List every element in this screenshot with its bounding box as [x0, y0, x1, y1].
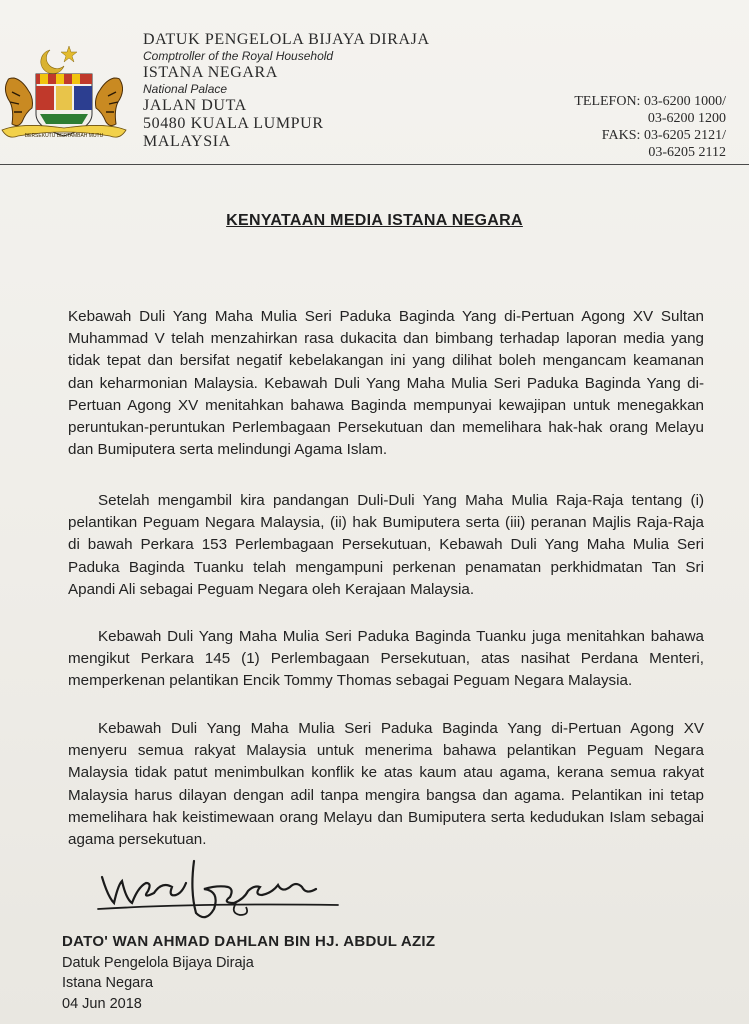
letterhead-address: [143, 31, 430, 151]
address-line-1: JALAN DUTA: [143, 97, 247, 114]
address-line-3: MALAYSIA: [143, 133, 231, 150]
signature-block: [62, 932, 435, 1014]
letterhead-contact: [574, 93, 726, 161]
signatory-name: DATO' WAN AHMAD DAHLAN BIN HJ. ABDUL AZIZ: [62, 933, 436, 950]
signatory-position: Datuk Pengelola Bijaya Diraja: [62, 954, 254, 971]
office-name-malay: DATUK PENGELOLA BIJAYA DIRAJA: [143, 31, 430, 48]
paragraph-3: Kebawah Duli Yang Maha Mulia Seri Paduka Baginda Tuanku juga menitahkan bahawa mengikut Perkara 145 (1) Perlembagaan Persekutuan, atas nasihat Perdana Menteri, memperkenan pelantikan Encik Tommy Thomas sebagai Peguam Negara Malaysia.: [68, 628, 704, 690]
crest-motto: BERSEKUTU BERTAMBAH MUTU: [24, 133, 104, 139]
fax-line-2: 03-6205 2112: [648, 145, 726, 160]
coat-of-arms-icon: [0, 40, 128, 150]
signatory-office: Istana Negara: [62, 975, 154, 991]
phone-line-1: TELEFON: 03-6200 1000/: [574, 94, 726, 109]
letterhead-divider: [0, 164, 749, 165]
palace-name-english: National Palace: [143, 82, 228, 96]
phone-line-2: 03-6200 1200: [647, 111, 726, 126]
statement-title-text: KENYATAAN MEDIA ISTANA NEGARA: [226, 212, 523, 229]
paragraph-2: Setelah mengambil kira pandangan Duli-Duli Yang Maha Mulia Raja-Raja tentang (i) pelantikan Peguam Negara Malaysia, (ii) hak Bumiputera serta (iii) peranan Majlis Raja-Raja di bawah Perkara 153 Perlembagaan Persekutuan, Kebawah Duli Yang Maha Mulia Seri Paduka Baginda Tuanku telah mengampuni perkenan penamatan perkhidmatan Tan Sri Apandi Ali sebagai Peguam Negara oleh Kerajaan Malaysia.: [68, 492, 704, 598]
paragraph-4: Kebawah Duli Yang Maha Mulia Seri Paduka Baginda Yang di-Pertuan Agong XV menyeru semua rakyat Malaysia untuk menerima bahawa pelantikan Peguam Negara Malaysia tidak patut menimbulkan konflik ke atas kaum atau agama, kerana semua rakyat Malaysia harus dilayan dengan adil tanpa mengira bangsa dan agama. Pelantikan ini tetap memelihara hak keistimewaan orang Melayu dan Bumiputera serta kedudukan Islam sebagai agama persekutuan.: [68, 720, 704, 849]
office-name-english: Comptroller of the Royal Household: [143, 49, 334, 63]
fax-line-1: FAKS: 03-6205 2121/: [601, 128, 726, 143]
address-line-2: 50480 KUALA LUMPUR: [143, 115, 324, 132]
statement-title: [0, 212, 749, 230]
paragraph-1: Kebawah Duli Yang Maha Mulia Seri Paduka Baginda Yang di-Pertuan Agong XV Sultan Muhammad V telah menzahirkan rasa dukacita dan bimbang terhadap laporan media yang tidak tepat dan bersifat negatif kebelakangan ini yang dilihat boleh mengancam keamanan dan keharmonian Malaysia. Kebawah Duli Yang Maha Mulia Seri Paduka Baginda Yang di-Pertuan Agong XV menitahkan bahawa Baginda mempunyai kewajipan untuk menegakkan peruntukan-peruntukan Perlembagaan Persekutuan dan memelihara hak-hak orang Melayu dan Bumiputera serta melindungi Agama Islam.: [68, 308, 704, 459]
statement-date: 04 Jun 2018: [62, 995, 142, 1012]
palace-name-malay: ISTANA NEGARA: [143, 64, 278, 81]
handwritten-signature: [90, 855, 350, 930]
